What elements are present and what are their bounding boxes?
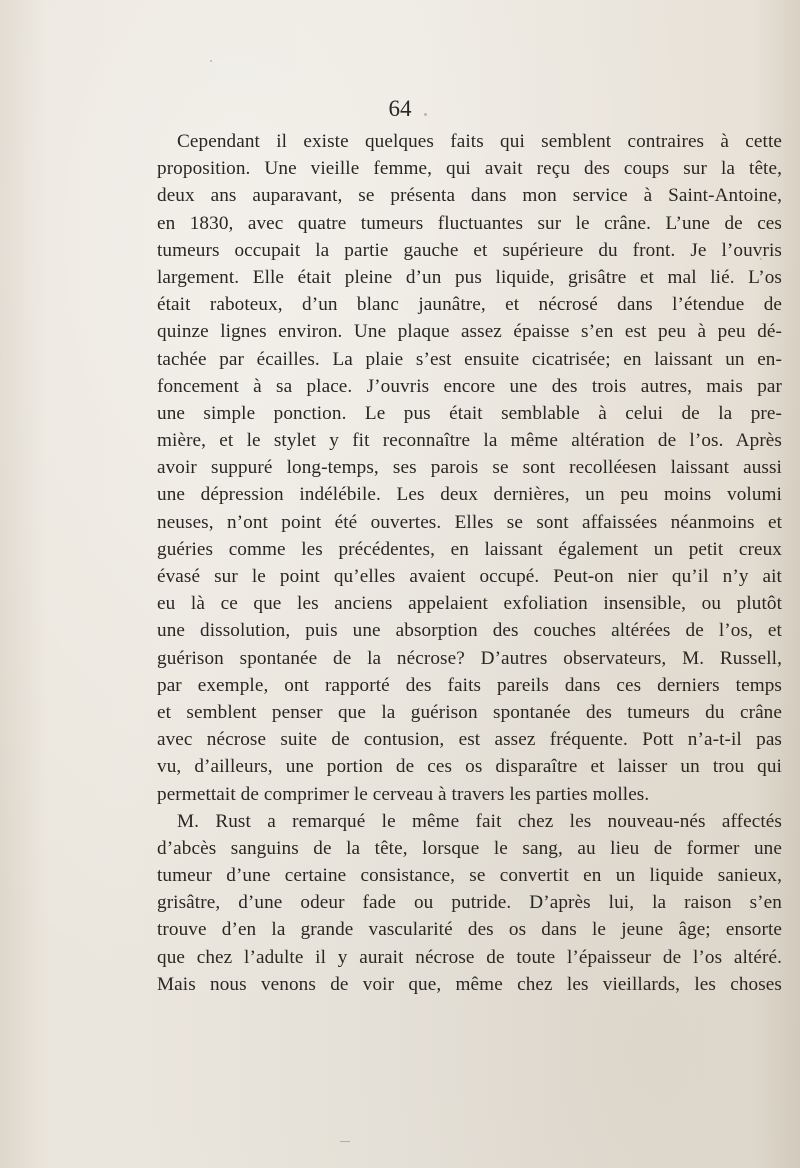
text-line: foncement à sa place. J’ouvris encore une des trois autres, mais par	[157, 375, 782, 397]
text-line: d’abcès sanguins de la tête, lorsque le sang, au lieu de former une	[157, 837, 782, 859]
text-line: guéries comme les précédentes, en laissant également un petit creux	[157, 538, 782, 560]
text-line: tumeurs occupait la partie gauche et supérieure du front. Je l’ouvris	[157, 239, 782, 261]
text-line: tachée par écailles. La plaie s’est ensuite cicatrisée; en laissant un en-	[157, 348, 782, 370]
text-line: quinze lignes environ. Une plaque assez épaisse s’en est peu à peu dé-	[157, 321, 782, 343]
text-line: Cependant il existe quelques faits qui semblent contraires à cette	[177, 131, 782, 152]
text-line: trouve d’en la grande vascularité des os dans le jeune âge; ensorte	[157, 919, 782, 941]
paper-speck	[210, 60, 212, 62]
text-line: était raboteux, d’un blanc jaunâtre, et nécrosé dans l’étendue de	[157, 294, 782, 316]
body-text	[157, 128, 782, 998]
text-line: en 1830, avec quatre tumeurs fluctuantes sur le crâne. L’une de ces	[157, 212, 782, 234]
text-line: avoir suppuré long-temps, ses parois se sont recolléesen laissant aussi	[157, 457, 782, 479]
text-line: M. Rust a remarqué le même fait chez les nouveau-nés affectés	[177, 810, 782, 832]
text-line: que chez l’adulte il y aurait nécrose de toute l’épaisseur de l’os altéré.	[157, 946, 782, 968]
text-line: Mais nous venons de voir que, même chez les vieillards, les choses	[157, 973, 782, 995]
paper-speck	[340, 1141, 350, 1142]
text-line: vu, d’ailleurs, une portion de ces os disparaître et laisser un trou qui	[157, 756, 782, 778]
text-line: par exemple, ont rapporté des faits pareils dans ces derniers temps	[157, 674, 782, 696]
text-line: guérison spontanée de la nécrose? D’autres observateurs, M. Russell,	[157, 647, 782, 669]
text-line: permettait de comprimer le cerveau à travers les parties molles.	[157, 783, 650, 805]
text-line: et semblent penser que la guérison spontanée des tumeurs du crâne	[157, 701, 782, 723]
text-line: neuses, n’ont point été ouvertes. Elles se sont affaissées néanmoins et	[157, 511, 782, 533]
text-line: grisâtre, d’une odeur fade ou putride. D’après lui, la raison s’en	[157, 892, 782, 914]
text-line: eu là ce que les anciens appelaient exfoliation insensible, ou plutôt	[157, 593, 782, 615]
page-number: 64	[388, 96, 412, 121]
text-line: évasé sur le point qu’elles avaient occupé. Peut-on nier qu’il n’y ait	[157, 566, 782, 587]
text-line: mière, et le stylet y fit reconnaître la même altération de l’os. Après	[157, 430, 782, 452]
text-line: deux ans auparavant, se présenta dans mon service à Saint-Antoine,	[157, 185, 782, 207]
text-line: une simple ponction. Le pus était semblable à celui de la pre-	[157, 402, 782, 424]
text-line: tumeur d’une certaine consistance, se convertit en un liquide sanieux,	[157, 865, 782, 887]
text-line: une dissolution, puis une absorption des couches altérées de l’os, et	[157, 620, 782, 642]
text-line: avec nécrose suite de contusion, est assez fréquente. Pott n’a-t-il pas	[157, 729, 782, 751]
text-line: largement. Elle était pleine d’un pus liquide, grisâtre et mal lié. L’os	[157, 266, 782, 288]
text-line: une dépression indélébile. Les deux dernières, un peu moins volumi	[157, 484, 782, 506]
text-line: proposition. Une vieille femme, qui avait reçu des coups sur la tête,	[157, 158, 782, 180]
